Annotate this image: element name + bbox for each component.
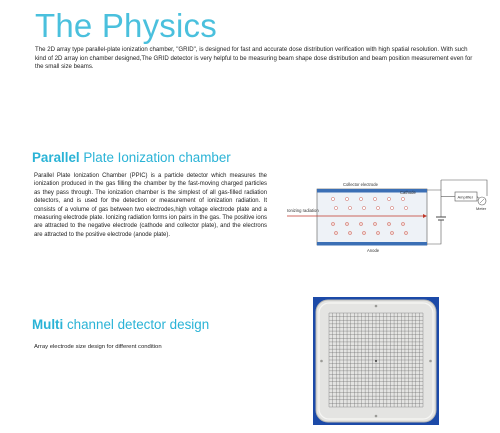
ion-particle [373,222,376,225]
center-mark [375,360,377,362]
ion-particle [404,231,407,234]
ionization-chamber-diagram [285,172,490,262]
radiation-label: Ionizing radiation [287,208,319,213]
ion-particle [401,197,404,200]
ion-particle [390,206,393,209]
anode-label: Anode [367,248,380,253]
ion-particle [331,222,334,225]
wire-cathode [427,190,441,202]
ion-particle [348,206,351,209]
wire-anode [427,234,441,244]
ion-particle [362,206,365,209]
page-title: The Physics [35,7,217,44]
section-body-parallel-plate: Parallel Plate Ionization Chamber (PPIC) is a particle detector which measures the ionization produced in the gas filling the chamber by the fast-moving charged particles as they pass through. The ionization chamber is the simplest of all gas-filled radiation detectors, and is used for the detection or measurement of ionization radiation. It consists of a volume of gas between two electrodes,high voltage electrode plate and a measuring electrode plate. Ionizing radiation forms ion pairs in the gas. The positive ions are attracted to the negative electrode (cathode and collector plate), and the electrons are attracted to the positive electrode (anode plate). [34,173,267,238]
ion-particle [334,231,337,234]
ion-particle [362,231,365,234]
section-body-multi-channel: Array electrode size design for different condition [34,344,162,350]
ion-particle [390,231,393,234]
collector-label: Collector electrode [343,182,378,187]
ion-particle [348,231,351,234]
heading-bold-part: Multi [32,317,64,332]
ion-particle [334,206,337,209]
screw-top [375,305,378,308]
ion-particle [387,197,390,200]
amplifier-label: Amplifier [457,194,474,200]
ion-particle [387,222,390,225]
section-heading-parallel-plate [32,150,231,165]
ion-particle [331,197,334,200]
heading-bold-part: Parallel [32,150,80,165]
meter-label: Meter [476,206,487,211]
ion-particle [404,206,407,209]
ion-particle [401,222,404,225]
heading-rest-part: Plate Ionization chamber [79,150,231,165]
ion-particle [373,197,376,200]
ion-particle [359,197,362,200]
heading-rest-part: channel detector design [63,317,210,332]
intro-paragraph: The 2D array type parallel-plate ionization chamber, "GRID", is designed for fast and accurate dose distribution verification with high spatial resolution. With such kind of 2D array ion chamber designed,The GRID detector is very helpful to be measuring beam shape dose distribution and beam position measurement even for the small size beams. [35,46,473,71]
ion-particle [345,197,348,200]
screw-left [320,360,323,363]
ion-particle [359,222,362,225]
ion-particle [345,222,348,225]
ion-particle [376,206,379,209]
section-heading-multi-channel [32,317,209,332]
cathode-label: Cathode [400,190,416,195]
grid-detector-photo [313,297,439,425]
anode-plate [317,242,427,246]
screw-bottom [375,415,378,418]
screw-right [429,360,432,363]
ion-particle [376,231,379,234]
